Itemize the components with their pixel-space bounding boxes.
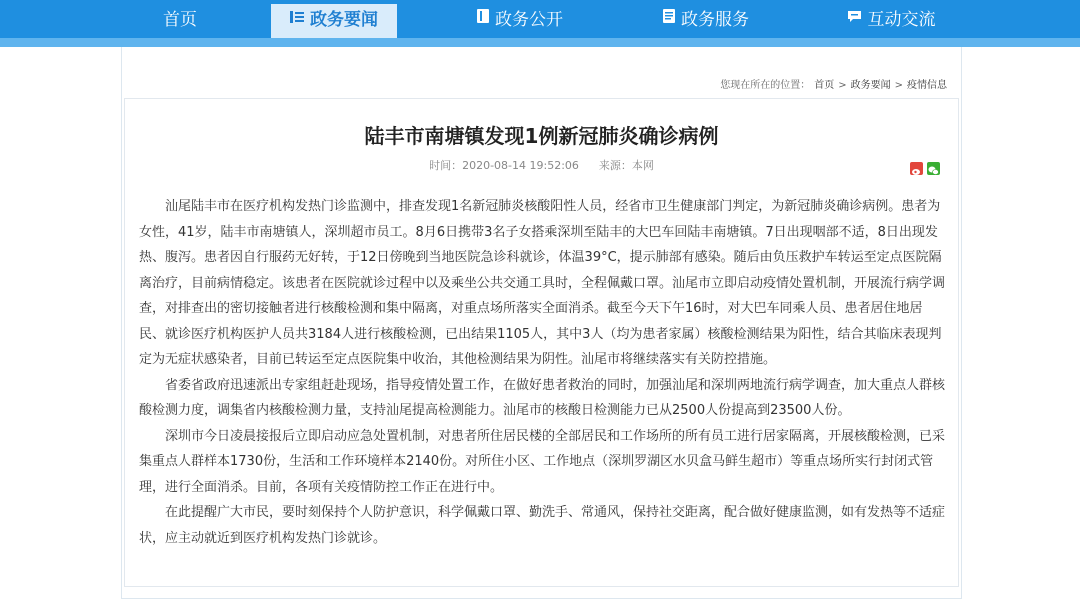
nav-home-label: 首页 bbox=[163, 10, 197, 30]
breadcrumb-news[interactable]: 政务要闻 bbox=[850, 80, 891, 91]
top-nav-bar bbox=[0, 0, 1080, 38]
article-panel bbox=[124, 98, 959, 587]
breadcrumb-home[interactable]: 首页 bbox=[814, 80, 835, 91]
article-paragraph: 在此提醒广大市民，要时刻保持个人防护意识，科学佩戴口罩、勤洗手、常通风，保持社交距离，配合做好健康监测，如有发热等不适症状，应主动就近到医疗机构发热门诊就诊。 bbox=[139, 505, 946, 546]
breadcrumb-separator: > bbox=[838, 80, 847, 91]
article-paragraph: 省委省政府迅速派出专家组赶赴现场，指导疫情处置工作，在做好患者救治的同时，加强汕尾和深圳两地流行病学调查，加大重点人群核酸检测力度，调集省内核酸检测力量，支持汕尾提高检测能力。汕尾市的核酸日检测能力已从2500人份提高到23500人份。 bbox=[139, 377, 946, 418]
article-paragraph: 汕尾陆丰市在医疗机构发热门诊监测中，排查发现1名新冠肺炎核酸阳性人员，经省市卫生健康部门判定，为新冠肺炎确诊病例。患者为女性，41岁，陆丰市南塘镇人，深圳超市员工。8月6日携带3名子女搭乘深圳至陆丰的大巴车回陆丰南塘镇。7日出现咽部不适，8日出现发热、腹泻。患者因自行服药无好转，于12日傍晚到当地医院急诊科就诊，体温39°C，提示肺部有感染。随后由负压救护车转运至定点医院隔离治疗，目前病情稳定。该患者在医院就诊过程中以及乘坐公共交通工具时，全程佩戴口罩。汕尾市立即启动疫情处置机制，开展流行病学调查，对排查出的密切接触者进行核酸检测和集中隔离，对重点场所落实全面消杀。截至今天下午16时，对大巴车同乘人员、患者居住地居民、就诊医疗机构医护人员共3184人进行核酸检测，已出结果1105人，其中3人（均为患者家属）核酸检测结果为阳性，结合其临床表现判定为无症状感染者，目前已转运至定点医院集中收治，其他检测结果为阴性。汕尾市将继续落实有关防控措施。 bbox=[139, 199, 946, 367]
article-body bbox=[139, 194, 945, 551]
article-time: 时间：2020-08-14 19:52:06 bbox=[429, 159, 579, 172]
nav-interaction[interactable] bbox=[826, 4, 956, 38]
content-container bbox=[121, 47, 962, 599]
article-paragraph: 深圳市今日凌晨接报后立即启动应急处置机制，对患者所住居民楼的全部居民和工作场所的所有员工进行居家隔离，开展核酸检测，已采集重点人群样本1730份，生活和工作环境样本2140份。对所住小区、工作地点（深圳罗湖区水贝盒马鲜生超市）等重点场所实行封闭式管理，进行全面消杀。目前，各项有关疫情防控工作正在进行中。 bbox=[139, 428, 946, 495]
chat-icon bbox=[847, 2, 862, 34]
list-icon bbox=[290, 2, 304, 34]
nav-news-label: 政务要闻 bbox=[310, 10, 378, 30]
article-meta bbox=[125, 157, 958, 173]
nav-news[interactable] bbox=[271, 4, 397, 38]
book-icon bbox=[477, 2, 489, 34]
nav-underline-bar bbox=[0, 38, 1080, 47]
breadcrumb-separator: > bbox=[894, 80, 903, 91]
nav-interaction-label: 互动交流 bbox=[867, 10, 936, 30]
nav-services[interactable] bbox=[641, 4, 771, 38]
article-source: 来源：本网 bbox=[598, 159, 654, 172]
document-icon bbox=[663, 2, 675, 34]
share-buttons bbox=[906, 158, 940, 177]
weibo-icon[interactable] bbox=[910, 162, 923, 175]
nav-home[interactable] bbox=[130, 4, 230, 38]
nav-open-affairs-label: 政务公开 bbox=[495, 10, 563, 30]
breadcrumb bbox=[718, 76, 949, 91]
breadcrumb-prefix: 您现在所在的位置： bbox=[720, 80, 811, 91]
wechat-icon[interactable] bbox=[927, 162, 940, 175]
nav-open-affairs[interactable] bbox=[455, 4, 585, 38]
breadcrumb-epidemic-info[interactable]: 疫情信息 bbox=[907, 80, 947, 91]
article-title: 陆丰市南塘镇发现1例新冠肺炎确诊病例 bbox=[364, 124, 719, 148]
nav-services-label: 政务服务 bbox=[681, 10, 749, 30]
